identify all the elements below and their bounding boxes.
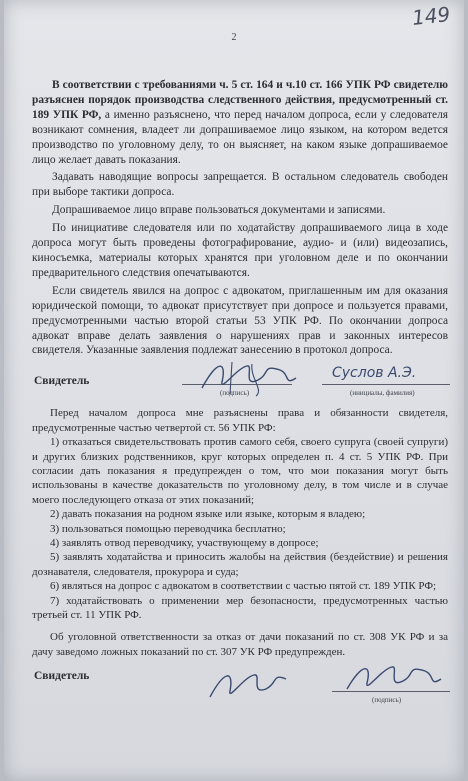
rights-item-6: 6) являться на допрос с адвокатом в соответствии с частью пятой ст. 189 УПК РФ; [50, 580, 437, 593]
signature-caption: (подпись) [220, 389, 250, 398]
signature-caption-2: (подпись) [372, 696, 402, 705]
witness-label-1: Свидетель [34, 375, 90, 388]
rights-item-5: 5) заявлять ходатайства и приносить жалобы на действия (бездействие) и решения дознавателя, следователя, прокурора и суда; [32, 551, 448, 578]
witness-label-2: Свидетель [34, 670, 90, 683]
document-page [4, 0, 464, 781]
paragraph-lawyer: Если свидетель явился на допрос с адвокатом, приглашенным им для оказания юридической помощи, то адвокат присутствует при допросе и пользуется правами, предусмотренными частью второй статьи 53 УПК РФ. По окончании допроса адвокат вправе делать заявления о нарушениях прав и законных интересов свидетеля. Указанные заявления подлежат занесению в протокол допроса. [32, 284, 448, 357]
rights-intro: Перед началом допроса мне разъяснены права и обязанности свидетеля, предусмотренные частью четвертой ст. 56 УПК РФ: [32, 407, 448, 434]
liability-paragraph: Об уголовной ответственности за отказ от дачи показаний по ст. 308 УК РФ и за дачу заведомо ложных показаний по ст. 307 УК РФ предупрежден. [32, 631, 448, 658]
page-number: 2 [231, 32, 237, 43]
paragraph-documents: Допрашиваемое лицо вправе пользоваться документами и записями. [52, 204, 386, 217]
witness-signature-icon [192, 358, 302, 398]
witness-signature-3-icon [337, 659, 447, 699]
handwritten-page-number: 149 [410, 2, 452, 30]
rights-item-7: 7) ходатайствовать о применении мер безопасности, предусмотренных частью третьей ст. 11 УПК РФ. [32, 594, 448, 621]
signature-row-2 [32, 665, 448, 703]
intro-rest: а именно разъяснено, что перед началом допроса, если у следователя возникают сомнения, владеет ли допрашиваемое лицо языком, на котором ведется производство по уголовному делу, то он выясняет, на каком языке допрашиваемое лицо желает давать показания. [32, 108, 448, 166]
intro-bold: В соответствии с требованиями ч. 5 ст. 164 и ч.10 ст. 166 УПК РФ свидетелю разъяснен порядок производства следственного действия, предусмотренный ст. 189 УПК РФ, [32, 79, 448, 121]
rights-item-1: 1) отказаться свидетельствовать против самого себя, своего супруга (своей супруги) и других близких родственников, круг которых определен п. 4 ст. 5 УПК РФ. При согласии дать показания я предупрежден о том, что мои показания могут быть использованы в качестве доказательств по уголовному делу, в том числе и в случае моего последующего отказа от этих показаний; [32, 436, 448, 506]
name-caption: (инициалы, фамилия) [350, 389, 415, 398]
witness-rights-section [32, 406, 448, 659]
rights-item-3: 3) пользоваться помощью переводчика бесплатно; [50, 522, 286, 535]
signature-row-1 [32, 364, 448, 402]
name-line [322, 384, 450, 385]
paragraph-leading-questions: Задавать наводящие вопросы запрещается. В остальном следователь свободен при выборе тактики допроса. [32, 171, 448, 199]
rights-item-4: 4) заявлять отвод переводчику, участвующему в допросе; [50, 536, 319, 549]
witness-signature-2-icon [202, 665, 292, 705]
document-body [32, 78, 448, 707]
handwritten-name: Суслов А.Э. [332, 365, 417, 382]
rights-item-2: 2) давать показания на родном языке или языке, которым я владею; [50, 508, 366, 521]
paragraph-recording: По инициативе следователя или по ходатайству допрашиваемого лица в ходе допроса могут быть проведены фотографирование, аудио- и (или) видеозапись, киносъемка, материалы которых хранятся при уголовном деле и по окончании предварительного следствия опечатываются. [32, 222, 448, 279]
intro-paragraph [32, 78, 448, 167]
